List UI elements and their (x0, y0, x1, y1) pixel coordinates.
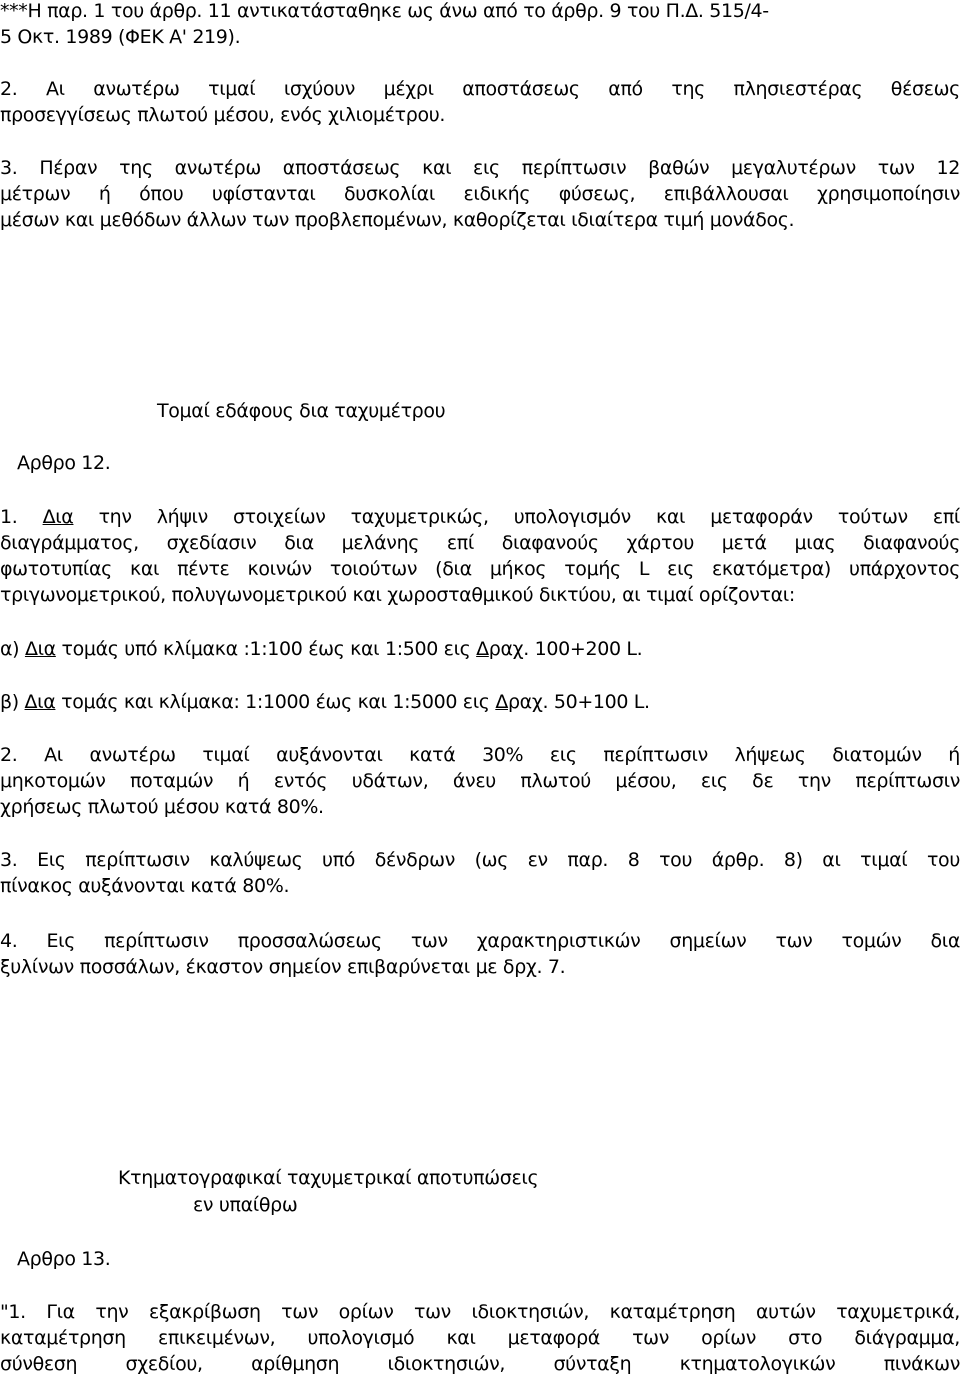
paragraph-line: τριγωνομετρικού, πολυγωνομετρικού και χωροσταθμικού δικτύου, αι τιμαί ορίζονται: (0, 584, 795, 606)
article-13-title-line-2: εν υπαίθρω (193, 1194, 298, 1216)
paragraph-line: σύνθεση σχεδίου, αρίθμηση ιδιοκτησιών, σύνταξη κτηματολογικών πινάκων (0, 1353, 960, 1375)
underlined-word: Δια (42, 506, 74, 528)
paragraph-line: "1. Για την εξακρίβωση των ορίων των ιδιοκτησιών, καταμέτρηση αυτών ταχυμετρικά, (0, 1301, 960, 1323)
paragraph-line: 2. Αι ανωτέρω τιμαί ισχύουν μέχρι αποστάσεως από της πλησιεστέρας θέσεως (0, 78, 960, 100)
paragraph-line: καταμέτρηση επικειμένων, υπολογισμό και μεταφορά των ορίων στο διάγραμμα, (0, 1327, 960, 1349)
paragraph-line: διαγράμματος, σχεδίασιν δια μελάνης επί διαφανούς χάρτου μετά μιας διαφανούς (0, 532, 960, 554)
article-12-paragraph-4 (0, 928, 960, 980)
article-13-label: Αρθρο 13. (17, 1248, 111, 1270)
paragraph-number: 1. (0, 506, 18, 528)
underlined-word: Δια (24, 691, 56, 713)
prev-paragraph-2 (0, 76, 960, 128)
paragraph-number: 2. (0, 744, 18, 766)
underlined-letter: Δ (476, 638, 489, 660)
article-12-item-a: α) Δια τομάς υπό κλίμακα :1:100 έως και 1:500 εις Δραχ. 100+200 L. (0, 638, 643, 660)
footnote (0, 0, 960, 50)
paragraph-line: φωτοτυπίας και πέντε κοινών τοιούτων (δια μήκος τομής L εις εκατόμετρα) υπάρχοντος (0, 558, 960, 580)
article-12-label: Αρθρο 12. (17, 452, 111, 474)
article-12-item-b: β) Δια τομάς και κλίμακα: 1:1000 έως και 1:5000 εις Δραχ. 50+100 L. (0, 691, 650, 713)
paragraph-line: 3. Πέραν της ανωτέρω αποστάσεως και εις περίπτωσιν βαθών μεγαλυτέρων των 12 (0, 157, 960, 179)
paragraph-line: 1. Δια την λήψιν στοιχείων ταχυμετρικώς, υπολογισμόν και μεταφοράν τούτων επί (0, 506, 960, 528)
paragraph-line: 3. Εις περίπτωσιν καλύψεως υπό δένδρων (ως εν παρ. 8 του άρθρ. 8) αι τιμαί του (0, 849, 960, 871)
prev-paragraph-3 (0, 155, 960, 233)
article-12-paragraph-1 (0, 504, 960, 608)
paragraph-number: 3. (0, 157, 18, 179)
paragraph-number: 3. (0, 849, 18, 871)
paragraph-line: προσεγγίσεως πλωτού μέσου, ενός χιλιομέτρου. (0, 104, 446, 126)
paragraph-line: 4. Εις περίπτωσιν προσσαλώσεως των χαρακτηριστικών σημείων των τομών δια (0, 930, 960, 952)
paragraph-number: "1. (0, 1301, 26, 1323)
article-12-title: Τομαί εδάφους δια ταχυμέτρου (157, 400, 446, 422)
paragraph-line: μηκοτομών ποταμών ή εντός υδάτων, άνευ πλωτού μέσου, εις δε την περίπτωσιν (0, 770, 960, 792)
article-13-title-line-1: Κτηματογραφικαί ταχυμετρικαί αποτυπώσεις (118, 1167, 539, 1189)
article-12-paragraph-2 (0, 742, 960, 820)
paragraph-number: 4. (0, 930, 18, 952)
footnote-line-1: ***Η παρ. 1 του άρθρ. 11 αντικατάσταθηκε ως άνω από το άρθρ. 9 του Π.Δ. 515/4- (0, 0, 769, 22)
paragraph-line: χρήσεως πλωτού μέσου κατά 80%. (0, 796, 324, 818)
underlined-word: Δια (24, 638, 56, 660)
paragraph-line: 2. Αι ανωτέρω τιμαί αυξάνονται κατά 30% εις περίπτωσιν λήψεως διατομών ή (0, 744, 960, 766)
paragraph-line: μέσων και μεθόδων άλλων των προβλεπομένων, καθορίζεται ιδιαίτερα τιμή μονάδος. (0, 209, 795, 231)
paragraph-line: ξυλίνων ποσσάλων, έκαστον σημείον επιβαρύνεται με δρχ. 7. (0, 956, 566, 978)
footnote-line-2: 5 Οκτ. 1989 (ΦΕΚ Α' 219). (0, 26, 241, 48)
paragraph-number: 2. (0, 78, 18, 100)
paragraph-line: πίνακος αυξάνονται κατά 80%. (0, 875, 290, 897)
paragraph-line: μέτρων ή όπου υφίστανται δυσκολίαι ειδικής φύσεως, επιβάλλουσαι χρησιμοποίησιν (0, 183, 960, 205)
article-13-paragraph-1 (0, 1299, 960, 1377)
article-12-paragraph-3 (0, 847, 960, 899)
underlined-letter: Δ (495, 691, 508, 713)
